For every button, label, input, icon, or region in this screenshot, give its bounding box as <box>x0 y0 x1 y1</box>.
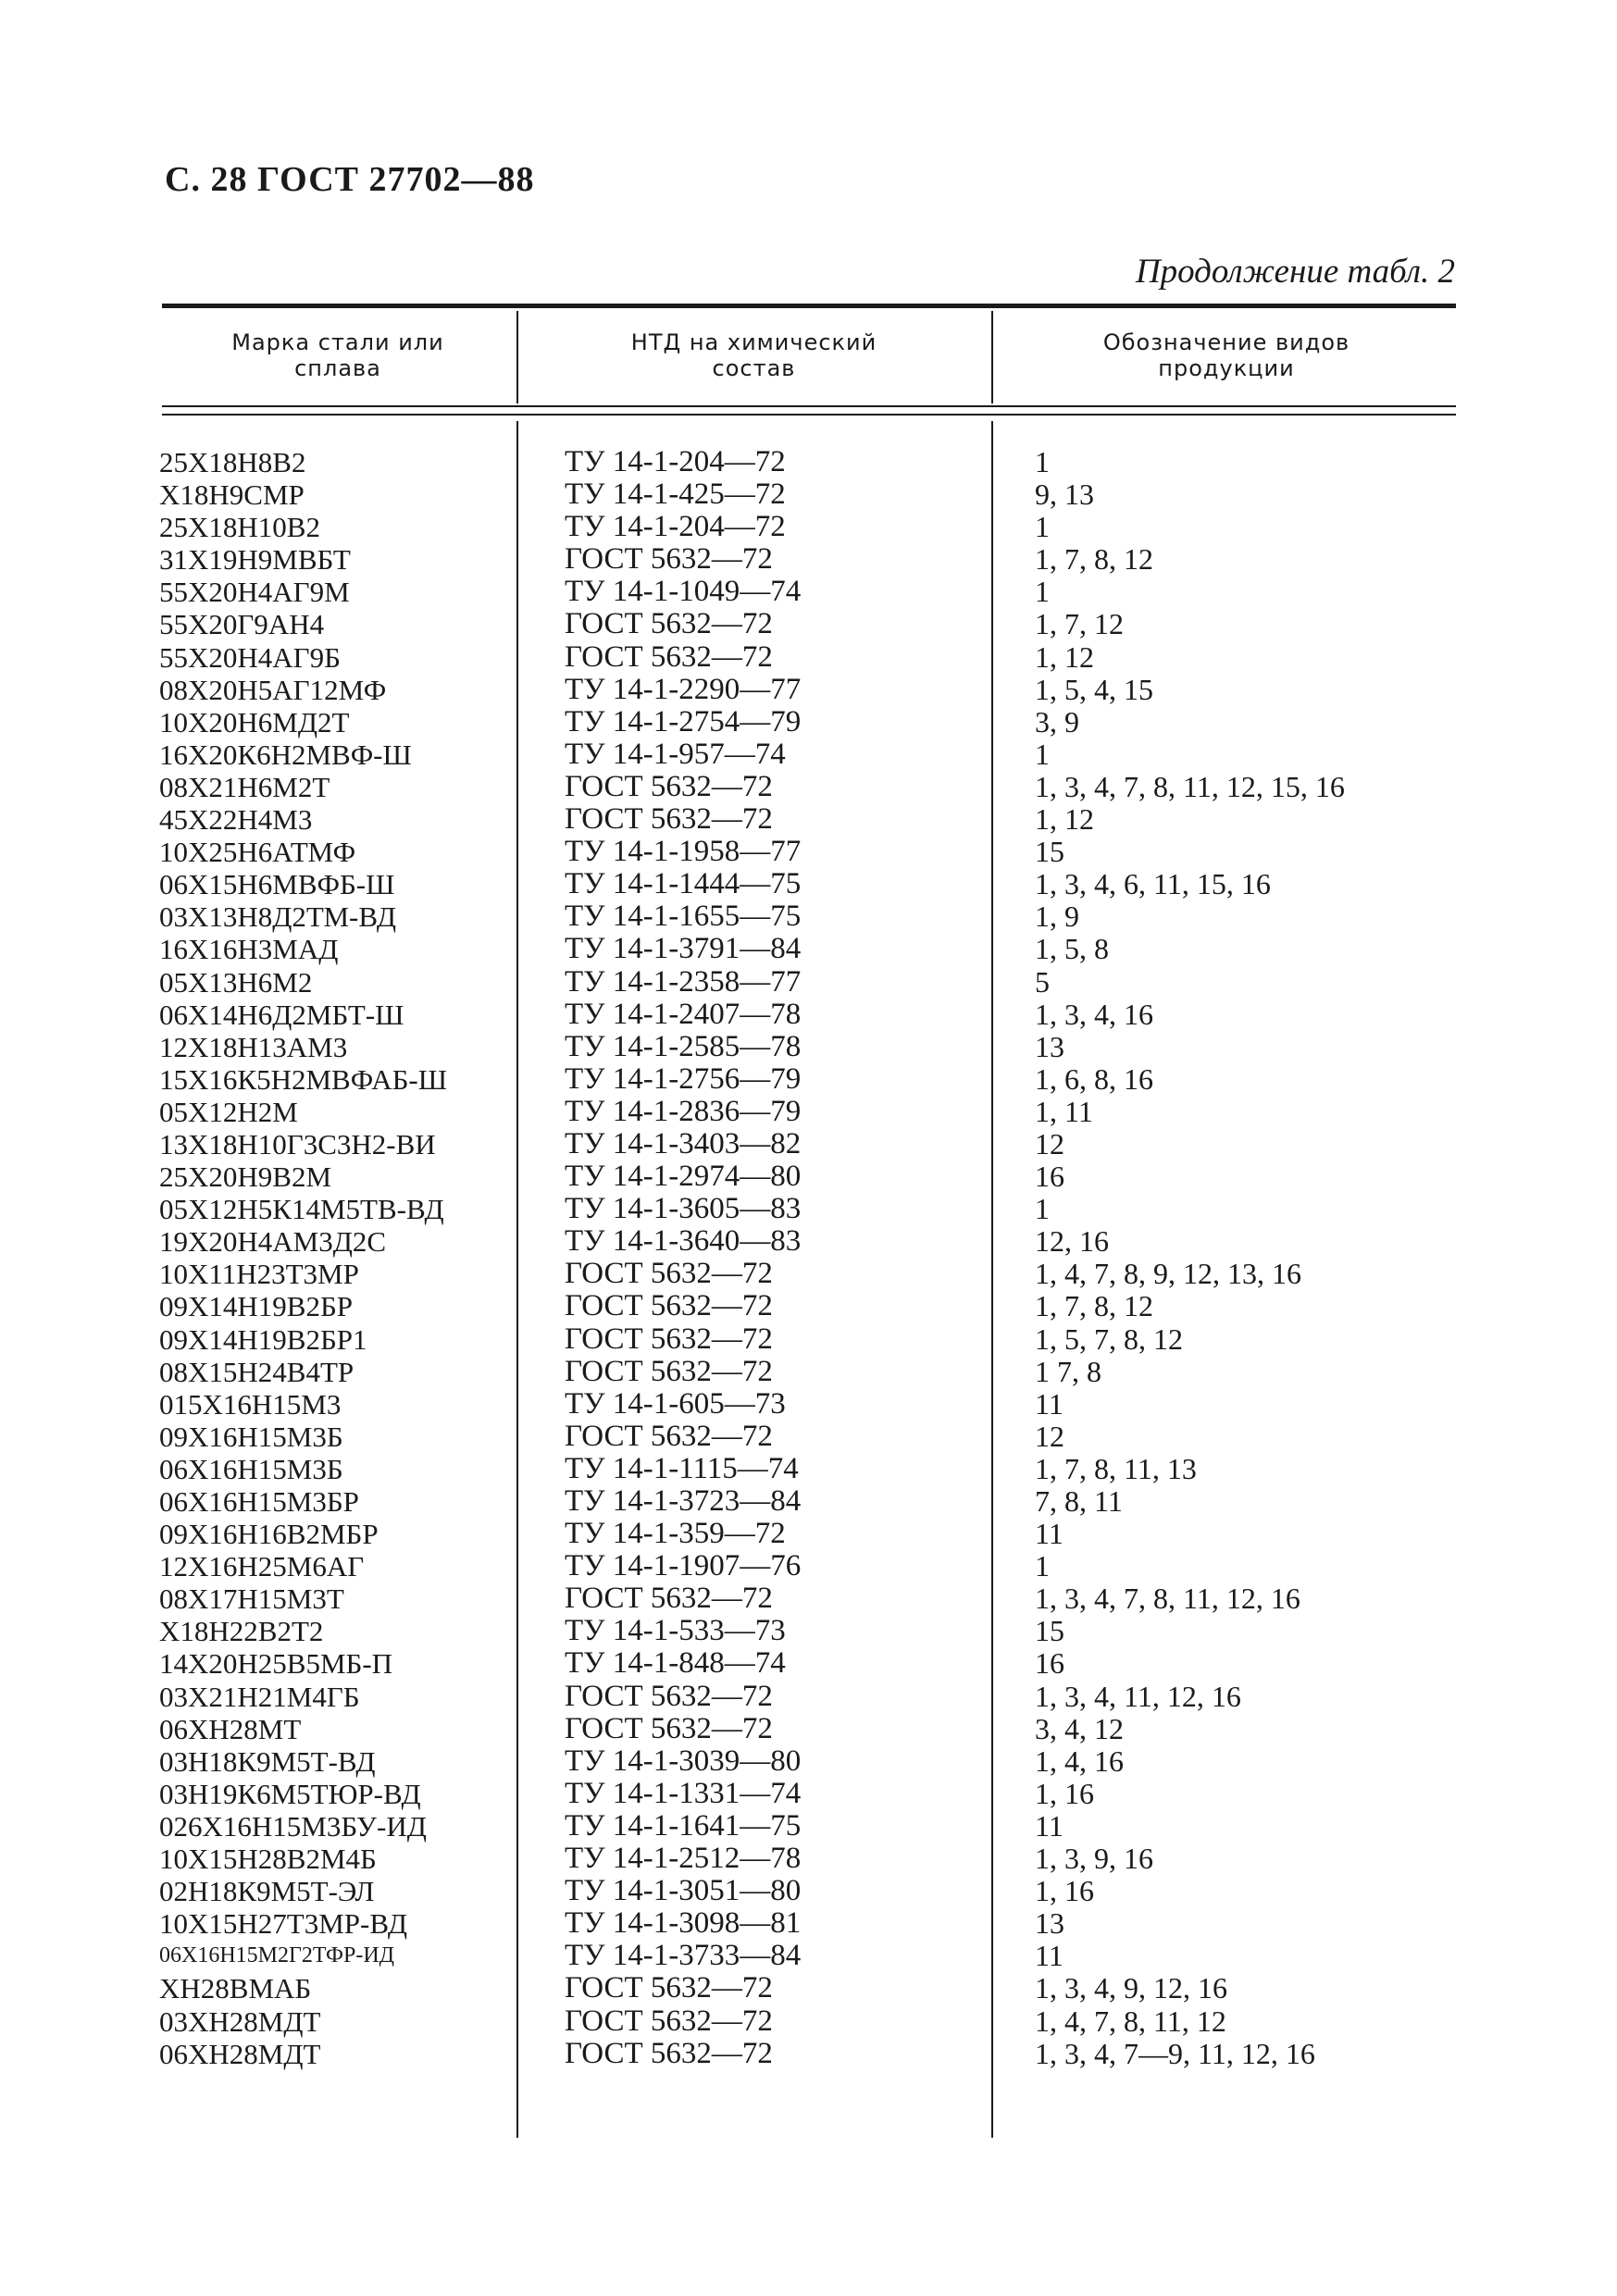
steel-grade-cell: 15Х16К5Н2МВФАБ-Ш <box>159 1062 448 1096</box>
table-row <box>0 1160 1617 1193</box>
table-row <box>0 1193 1617 1225</box>
product-codes-cell: 1, 4, 7, 8, 9, 12, 13, 16 <box>1035 1257 1301 1291</box>
steel-grade-cell: 09Х16Н16В2МБР <box>159 1518 379 1551</box>
table-row <box>0 1681 1617 1713</box>
table-row <box>0 738 1617 771</box>
product-codes-cell: 1, 3, 4, 7, 8, 11, 12, 16 <box>1035 1582 1300 1616</box>
standard-cell: ГОСТ 5632—72 <box>565 1582 773 1616</box>
standard-cell: ГОСТ 5632—72 <box>565 1679 773 1713</box>
steel-grade-cell: 06ХН28МДТ <box>159 2037 321 2070</box>
table-row <box>0 2038 1617 2070</box>
standard-cell: ТУ 14-1-3640—83 <box>565 1224 802 1259</box>
steel-grade-cell: 08Х17Н15М3Т <box>159 1582 344 1616</box>
steel-grade-cell: 06ХН28МТ <box>159 1712 302 1745</box>
table-row <box>0 1518 1617 1550</box>
standard-cell: ТУ 14-1-957—74 <box>565 737 786 771</box>
steel-grade-cell: 03ХН28МДТ <box>159 2004 321 2038</box>
standard-cell: ТУ 14-1-1115—74 <box>565 1451 799 1485</box>
standard-cell: ТУ 14-1-2358—77 <box>565 964 802 999</box>
table-row <box>0 1290 1617 1322</box>
steel-grade-cell: 06Х16Н15М3Б <box>159 1452 343 1485</box>
steel-grade-cell: 06Х15Н6МВФБ-Ш <box>159 868 395 901</box>
standard-cell: ГОСТ 5632—72 <box>565 1711 773 1745</box>
product-codes-cell: 9, 13 <box>1035 478 1094 512</box>
header-bottom-rule <box>162 405 1456 407</box>
product-codes-cell: 1 <box>1035 445 1050 478</box>
steel-grade-cell: 13Х18Н10Г3С3Н2-ВИ <box>159 1127 436 1160</box>
standard-cell: ТУ 14-1-2974—80 <box>565 1160 802 1194</box>
standard-cell: ТУ 14-1-204—72 <box>565 510 786 544</box>
product-codes-cell: 1, 7, 8, 12 <box>1035 1289 1153 1323</box>
standard-cell: ГОСТ 5632—72 <box>565 2004 773 2038</box>
steel-grade-cell: 14Х20Н25В5МБ-П <box>159 1647 393 1681</box>
table-row <box>0 966 1617 999</box>
product-codes-cell: 15 <box>1035 835 1064 869</box>
product-codes-cell: 1, 3, 4, 7—9, 11, 12, 16 <box>1035 2036 1315 2070</box>
steel-grade-cell: 026Х16Н15М3БУ-ИД <box>159 1809 427 1843</box>
steel-grade-cell: 25Х18Н8В2 <box>159 446 306 478</box>
steel-grade-cell: 31Х19Н9МВБТ <box>159 543 351 577</box>
steel-grade-cell: 03Х13Н8Д2ТМ-ВД <box>159 900 396 934</box>
steel-grade-cell: 55Х20Н4АГ9М <box>159 576 350 609</box>
product-codes-cell: 1, 5, 7, 8, 12 <box>1035 1322 1183 1356</box>
product-codes-cell: 1, 7, 8, 12 <box>1035 542 1153 577</box>
product-codes-cell: 1, 4, 7, 8, 11, 12 <box>1035 2004 1226 2038</box>
steel-grade-cell: 09Х14Н19В2БР <box>159 1290 353 1323</box>
steel-grade-cell: 55Х20Г9АН4 <box>159 608 325 641</box>
product-codes-cell: 1 <box>1035 1192 1050 1226</box>
column-header-grade: Марка стали или сплава <box>231 329 444 381</box>
standard-cell: ГОСТ 5632—72 <box>565 542 773 577</box>
standard-cell: ТУ 14-1-2756—79 <box>565 1061 802 1096</box>
standard-cell: ТУ 14-1-605—73 <box>565 1386 786 1421</box>
table-row <box>0 1647 1617 1680</box>
table-row <box>0 1063 1617 1096</box>
product-codes-cell: 1, 3, 4, 6, 11, 15, 16 <box>1035 867 1271 901</box>
table-row <box>0 1128 1617 1160</box>
product-codes-cell: 12 <box>1035 1126 1064 1160</box>
steel-grade-cell: 45Х22Н4М3 <box>159 803 313 837</box>
standard-cell: ГОСТ 5632—72 <box>565 1257 773 1291</box>
product-codes-cell: 13 <box>1035 1906 1064 1941</box>
product-codes-cell: 11 <box>1035 1939 1063 1973</box>
steel-grade-cell: 08Х20Н5АГ12МФ <box>159 673 387 706</box>
table-row <box>0 1582 1617 1615</box>
standard-cell: ТУ 14-1-359—72 <box>565 1517 786 1551</box>
standard-cell: ТУ 14-1-1641—75 <box>565 1808 802 1843</box>
product-codes-cell: 1 <box>1035 1549 1050 1583</box>
standard-cell: ТУ 14-1-3791—84 <box>565 932 802 966</box>
standard-cell: ТУ 14-1-3403—82 <box>565 1126 802 1160</box>
product-codes-cell: 13 <box>1035 1029 1064 1063</box>
table-row <box>0 1031 1617 1063</box>
steel-grade-cell: 16Х20К6Н2МВФ-Ш <box>159 738 412 771</box>
standard-cell: ТУ 14-1-3098—81 <box>565 1906 802 1941</box>
product-codes-cell: 1, 12 <box>1035 802 1094 837</box>
standard-cell: ТУ 14-1-2836—79 <box>565 1094 802 1128</box>
table-row <box>0 1810 1617 1843</box>
product-codes-cell: 1, 3, 9, 16 <box>1035 1842 1153 1876</box>
table-row <box>0 1096 1617 1128</box>
table-row <box>0 641 1617 674</box>
product-codes-cell: 1, 3, 4, 11, 12, 16 <box>1035 1679 1241 1713</box>
table-row <box>0 1907 1617 1940</box>
table-row <box>0 1875 1617 1907</box>
table-row <box>0 836 1617 868</box>
steel-grade-cell: 06Х16Н15М2Г2ТФР-ИД <box>159 1943 395 1968</box>
product-codes-cell: 1, 7, 8, 11, 13 <box>1035 1451 1197 1485</box>
standard-cell: ТУ 14-1-3039—80 <box>565 1744 802 1778</box>
steel-grade-cell: Х18Н9СМР <box>159 478 305 512</box>
product-codes-cell: 1, 11 <box>1035 1094 1093 1128</box>
table-row <box>0 543 1617 576</box>
steel-grade-cell: 09Х16Н15М3Б <box>159 1420 343 1453</box>
standard-cell: ТУ 14-1-2407—78 <box>565 997 802 1031</box>
product-codes-cell: 1, 16 <box>1035 1874 1094 1908</box>
product-codes-cell: 1 7, 8 <box>1035 1354 1101 1388</box>
steel-grade-cell: 25Х20Н9В2М <box>159 1160 332 1194</box>
table-row <box>0 1843 1617 1875</box>
table-row <box>0 608 1617 640</box>
table-row <box>0 1550 1617 1582</box>
standard-cell: ГОСТ 5632—72 <box>565 769 773 803</box>
steel-grade-cell: 05Х12Н5К14М5ТВ-ВД <box>159 1193 444 1226</box>
table-row <box>0 511 1617 543</box>
standard-cell: ТУ 14-1-2585—78 <box>565 1029 802 1063</box>
steel-grade-cell: 16Х16Н3МАД <box>159 933 339 966</box>
table-row <box>0 2005 1617 2038</box>
product-codes-cell: 1, 3, 4, 7, 8, 11, 12, 15, 16 <box>1035 769 1345 803</box>
product-codes-cell: 5 <box>1035 964 1050 999</box>
table-row <box>0 674 1617 706</box>
table-row <box>0 803 1617 836</box>
standard-cell: ГОСТ 5632—72 <box>565 1971 773 2005</box>
product-codes-cell: 1, 16 <box>1035 1776 1094 1810</box>
table-row <box>0 1323 1617 1356</box>
steel-grade-cell: 10Х25Н6АТМФ <box>159 836 356 869</box>
table-row <box>0 706 1617 738</box>
table-body <box>0 446 1617 2070</box>
product-codes-cell: 16 <box>1035 1646 1064 1681</box>
table-row <box>0 1388 1617 1421</box>
table-row <box>0 1615 1617 1647</box>
standard-cell: ГОСТ 5632—72 <box>565 2036 773 2070</box>
page-header: С. 28 ГОСТ 27702—88 <box>165 160 535 199</box>
table-continuation-caption: Продолжение табл. 2 <box>1135 253 1455 291</box>
standard-cell: ТУ 14-1-1444—75 <box>565 867 802 901</box>
column-divider <box>991 311 993 403</box>
product-codes-cell: 1, 6, 8, 16 <box>1035 1061 1153 1096</box>
steel-grade-cell: 05Х13Н6М2 <box>159 965 313 999</box>
product-codes-cell: 11 <box>1035 1517 1063 1551</box>
steel-grade-cell: ХН28ВМАБ <box>159 1972 312 2005</box>
product-codes-cell: 12 <box>1035 1419 1064 1453</box>
steel-grade-cell: 09Х14Н19В2БР1 <box>159 1322 367 1356</box>
standard-cell: ГОСТ 5632—72 <box>565 639 773 674</box>
steel-grade-cell: 03Х21Н21М4ГБ <box>159 1680 360 1713</box>
standard-cell: ТУ 14-1-3051—80 <box>565 1874 802 1908</box>
standard-cell: ТУ 14-1-1049—74 <box>565 575 802 609</box>
product-codes-cell: 1, 5, 8 <box>1035 932 1109 966</box>
product-codes-cell: 11 <box>1035 1386 1063 1421</box>
steel-grade-cell: 25Х18Н10В2 <box>159 511 320 544</box>
product-codes-cell: 11 <box>1035 1808 1063 1843</box>
table-top-rule <box>162 304 1456 308</box>
product-codes-cell: 3, 4, 12 <box>1035 1711 1124 1745</box>
steel-grade-cell: 03Н19К6М5ТЮР-ВД <box>159 1777 421 1810</box>
product-codes-cell: 1, 3, 4, 9, 12, 16 <box>1035 1971 1227 2005</box>
product-codes-cell: 1, 4, 16 <box>1035 1744 1124 1778</box>
steel-grade-cell: 10Х20Н6МД2Т <box>159 705 350 738</box>
column-header-product-codes: Обозначение видов продукции <box>1102 329 1350 381</box>
standard-cell: ТУ 14-1-2754—79 <box>565 704 802 738</box>
steel-grade-cell: 03Н18К9М5Т-ВД <box>159 1744 376 1778</box>
column-divider <box>516 311 518 403</box>
table-row <box>0 900 1617 933</box>
column-header-standard: НТД на химический состав <box>630 329 877 381</box>
steel-grade-cell: 06Х14Н6Д2МБТ-Ш <box>159 998 404 1031</box>
steel-grade-cell: 12Х18Н13АМ3 <box>159 1030 348 1063</box>
standard-cell: ТУ 14-1-425—72 <box>565 478 786 512</box>
standard-cell: ГОСТ 5632—72 <box>565 1289 773 1323</box>
steel-grade-cell: 08Х21Н6М2Т <box>159 770 330 803</box>
table-row <box>0 1778 1617 1810</box>
steel-grade-cell: 02Н18К9М5Т-ЭЛ <box>159 1875 375 1908</box>
product-codes-cell: 12, 16 <box>1035 1224 1109 1259</box>
standard-cell: ГОСТ 5632—72 <box>565 1419 773 1453</box>
table-row <box>0 1356 1617 1388</box>
product-codes-cell: 1, 3, 4, 16 <box>1035 997 1153 1031</box>
steel-grade-cell: 015Х16Н15М3 <box>159 1387 342 1421</box>
product-codes-cell: 1 <box>1035 737 1050 771</box>
table-row <box>0 1972 1617 2004</box>
table-row <box>0 1940 1617 1972</box>
table-row <box>0 933 1617 965</box>
table-row <box>0 576 1617 608</box>
standard-cell: ТУ 14-1-533—73 <box>565 1614 786 1648</box>
table-row <box>0 1745 1617 1778</box>
standard-cell: ТУ 14-1-2290—77 <box>565 672 802 706</box>
product-codes-cell: 16 <box>1035 1160 1064 1194</box>
steel-grade-cell: Х18Н22В2Т2 <box>159 1615 324 1648</box>
table-row <box>0 1713 1617 1745</box>
table-row <box>0 1453 1617 1485</box>
standard-cell: ТУ 14-1-2512—78 <box>565 1842 802 1876</box>
standard-cell: ТУ 14-1-1331—74 <box>565 1776 802 1810</box>
steel-grade-cell: 10Х15Н27Т3МР-ВД <box>159 1907 407 1941</box>
steel-grade-cell: 19Х20Н4АМ3Д2С <box>159 1225 387 1259</box>
product-codes-cell: 1 <box>1035 510 1050 544</box>
steel-grade-cell: 10Х15Н28В2М4Б <box>159 1843 377 1876</box>
standard-cell: ГОСТ 5632—72 <box>565 607 773 641</box>
table-row <box>0 771 1617 803</box>
table-row <box>0 999 1617 1031</box>
steel-grade-cell: 10Х11Н23Т3МР <box>159 1258 359 1291</box>
product-codes-cell: 1 <box>1035 575 1050 609</box>
standard-cell: ТУ 14-1-1958—77 <box>565 835 802 869</box>
product-codes-cell: 3, 9 <box>1035 704 1079 738</box>
table-row <box>0 478 1617 511</box>
table-row <box>0 868 1617 900</box>
table-row <box>0 1485 1617 1518</box>
standard-cell: ТУ 14-1-1907—76 <box>565 1549 802 1583</box>
product-codes-cell: 1, 12 <box>1035 639 1094 674</box>
table-row <box>0 1258 1617 1290</box>
header-bottom-rule-double <box>162 414 1456 416</box>
product-codes-cell: 15 <box>1035 1614 1064 1648</box>
standard-cell: ТУ 14-1-848—74 <box>565 1646 786 1681</box>
product-codes-cell: 1, 7, 12 <box>1035 607 1124 641</box>
steel-grade-cell: 05Х12Н2М <box>159 1095 298 1128</box>
table-row <box>0 446 1617 478</box>
standard-cell: ТУ 14-1-204—72 <box>565 445 786 478</box>
steel-grade-cell: 06Х16Н15М3БР <box>159 1485 359 1518</box>
standard-cell: ГОСТ 5632—72 <box>565 802 773 837</box>
table-row <box>0 1225 1617 1258</box>
table-row <box>0 1421 1617 1453</box>
standard-cell: ТУ 14-1-3605—83 <box>565 1192 802 1226</box>
steel-grade-cell: 12Х16Н25М6АГ <box>159 1550 365 1583</box>
product-codes-cell: 7, 8, 11 <box>1035 1484 1123 1518</box>
standard-cell: ТУ 14-1-3733—84 <box>565 1939 802 1973</box>
steel-grade-cell: 08Х15Н24В4ТР <box>159 1355 354 1388</box>
standard-cell: ТУ 14-1-1655—75 <box>565 900 802 934</box>
standard-cell: ГОСТ 5632—72 <box>565 1322 773 1356</box>
standard-cell: ГОСТ 5632—72 <box>565 1354 773 1388</box>
product-codes-cell: 1, 9 <box>1035 900 1079 934</box>
product-codes-cell: 1, 5, 4, 15 <box>1035 672 1153 706</box>
steel-grade-cell: 55Х20Н4АГ9Б <box>159 640 341 674</box>
standard-cell: ТУ 14-1-3723—84 <box>565 1484 802 1518</box>
